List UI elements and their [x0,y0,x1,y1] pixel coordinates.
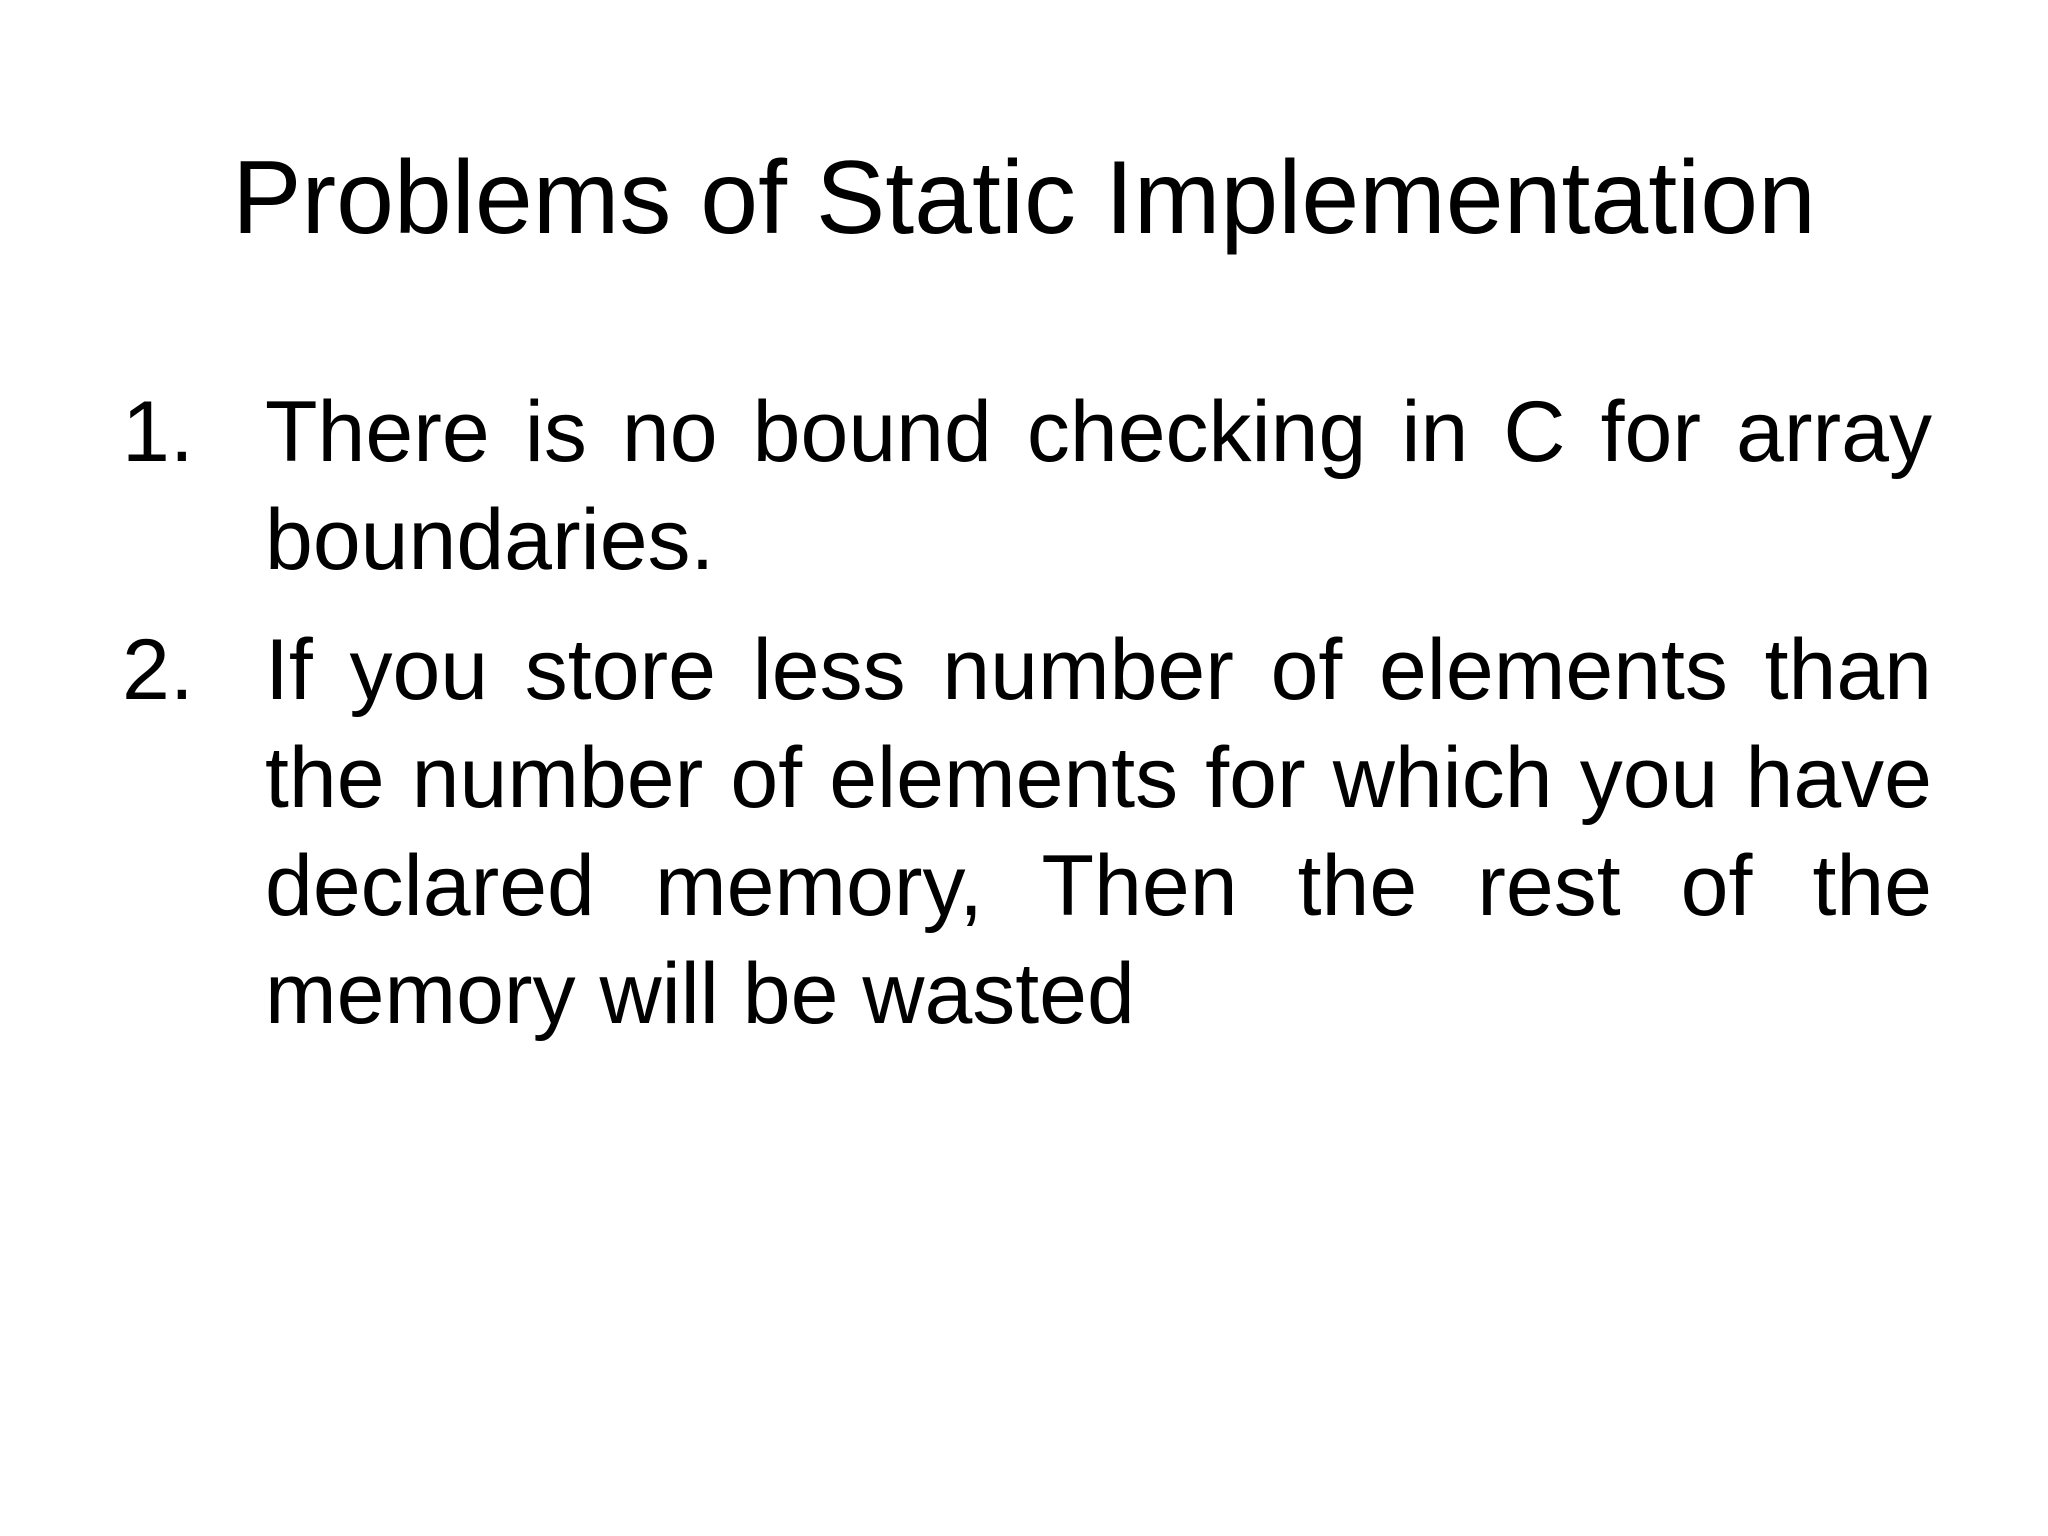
list-item [122,616,1932,1048]
list-item-text: If you store less number of elements than the number of elements for which you have declared memory, Then the rest of the memory will be wasted [265,622,1932,1042]
list-item-number: 1. [122,384,194,480]
list-item [122,378,1932,594]
list-item-number: 2. [122,622,194,718]
numbered-list [122,378,1932,1070]
slide-title: Problems of Static Implementation [232,140,1816,256]
list-item-text: There is no bound checking in C for array boundaries. [265,384,1932,588]
